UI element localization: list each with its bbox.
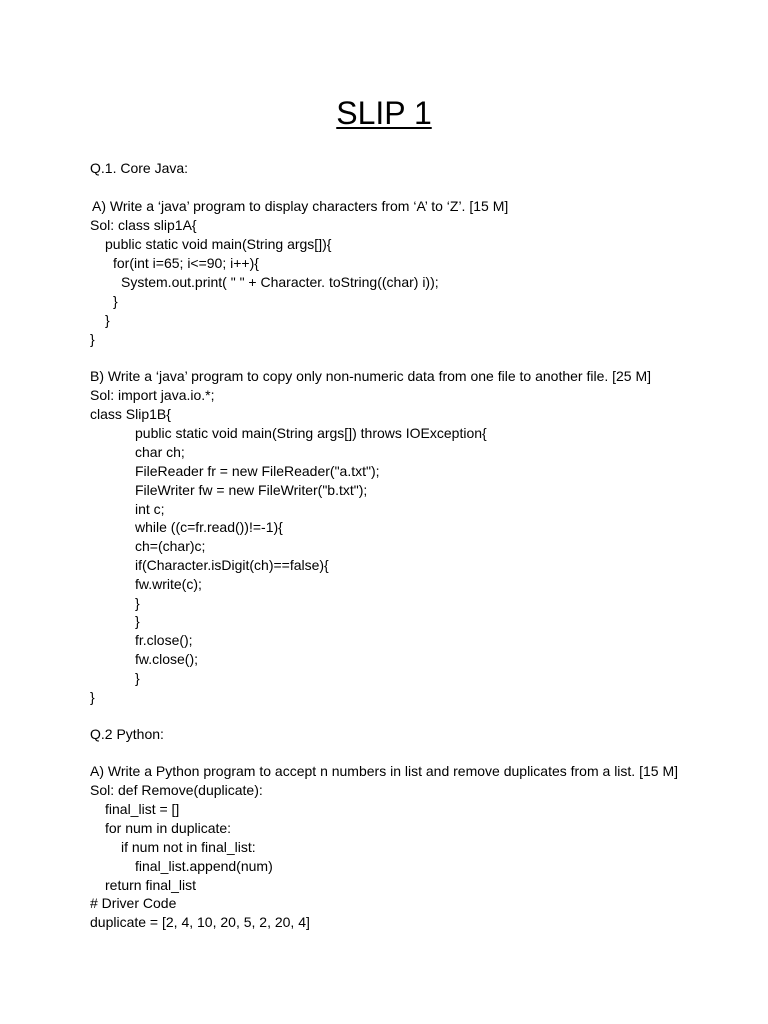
code-line: ch=(char)c; <box>135 538 206 554</box>
code-line: System.out.print( " " + Character. toString((char) i)); <box>121 274 439 290</box>
code-line: fw.close(); <box>135 651 199 667</box>
question-1b-text: B) Write a ‘java’ program to copy only non-numeric data from one file to another file. [25 M] <box>90 368 652 384</box>
question-2-heading: Q.2 Python: <box>90 726 164 742</box>
code-line: } <box>113 293 118 309</box>
code-line: FileWriter fw = new FileWriter("b.txt"); <box>135 482 368 498</box>
question-1-heading: Q.1. Core Java: <box>90 160 189 176</box>
code-line: } <box>90 689 95 705</box>
code-line: public static void main(String args[]) throws IOException{ <box>135 425 487 441</box>
code-line: } <box>90 331 95 347</box>
question-1a-text: A) Write a ‘java’ program to display characters from ‘A’ to ‘Z’. [15 M] <box>92 198 509 214</box>
code-line: char ch; <box>135 444 185 460</box>
code-line: Sol: import java.io.*; <box>90 387 215 403</box>
code-line: return final_list <box>105 877 197 893</box>
code-line: public static void main(String args[]){ <box>105 236 332 252</box>
code-line: duplicate = [2, 4, 10, 20, 5, 2, 20, 4] <box>90 914 310 930</box>
code-line: Sol: class slip1A{ <box>90 217 197 233</box>
code-line: final_list = [] <box>105 801 180 817</box>
code-line: if num not in final_list: <box>121 839 256 855</box>
code-line: FileReader fr = new FileReader("a.txt"); <box>135 463 380 479</box>
code-line: if(Character.isDigit(ch)==false){ <box>135 557 329 573</box>
code-line: int c; <box>135 501 165 517</box>
code-line: } <box>135 595 140 611</box>
code-line: class Slip1B{ <box>90 406 171 422</box>
code-line: final_list.append(num) <box>135 858 273 874</box>
code-line: fr.close(); <box>135 632 193 648</box>
page-title: SLIP 1 <box>336 95 432 131</box>
code-line: # Driver Code <box>90 895 177 911</box>
code-line: fw.write(c); <box>135 576 202 592</box>
question-2a-text: A) Write a Python program to accept n numbers in list and remove duplicates from a list. [15 M] <box>90 763 678 779</box>
code-line: for(int i=65; i<=90; i++){ <box>113 255 259 271</box>
code-line: while ((c=fr.read())!=-1){ <box>135 519 283 535</box>
code-line: } <box>135 670 140 686</box>
code-line: } <box>135 613 140 629</box>
code-line: Sol: def Remove(duplicate): <box>90 782 263 798</box>
code-line: for num in duplicate: <box>105 820 232 836</box>
code-line: } <box>105 312 110 328</box>
